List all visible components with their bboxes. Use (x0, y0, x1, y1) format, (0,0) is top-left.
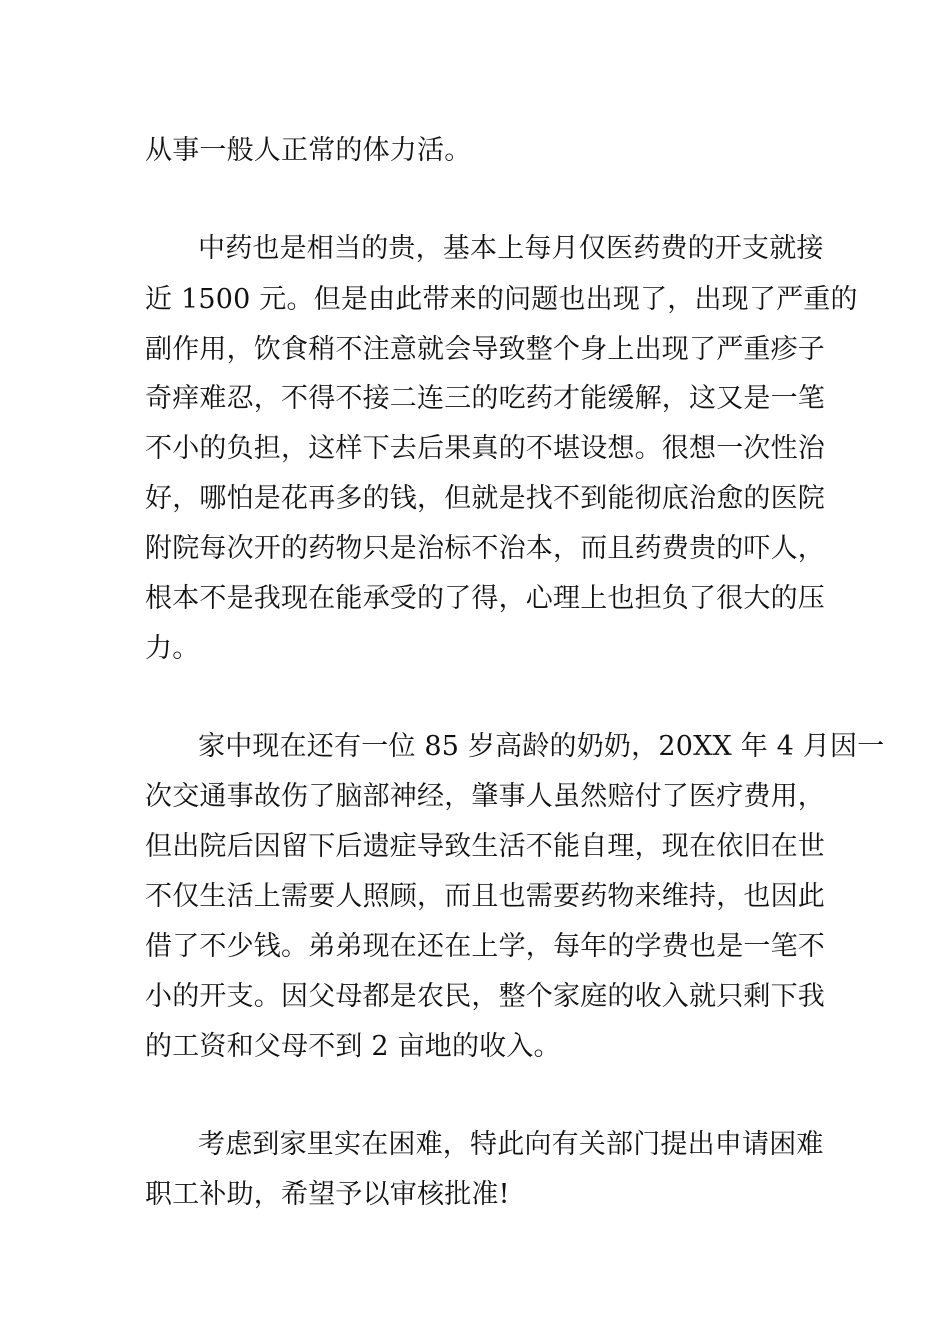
text-line: 副作用，饮食稍不注意就会导致整个身上出现了严重疹子 (145, 334, 825, 365)
text-line: 根本不是我现在能承受的了得，心理上也担负了很大的压 (145, 583, 825, 614)
text-line: 但出院后因留下后遗症导致生活不能自理，现在依旧在世 (145, 831, 825, 862)
text-line: 的工资和父母不到 2 亩地的收入。 (145, 1031, 561, 1062)
text-line: 考虑到家里实在困难，特此向有关部门提出申请困难 (198, 1129, 824, 1160)
text-line: 奇痒难忍，不得不接二连三的吃药才能缓解，这又是一笔 (145, 383, 825, 414)
text-line: 近 1500 元。但是由此带来的问题也出现了，出现了严重的 (145, 284, 858, 315)
text-line: 从事一般人正常的体力活。 (145, 135, 472, 166)
text-line: 次交通事故伤了脑部神经，肇事人虽然赔付了医疗费用， (145, 781, 825, 812)
text-line: 家中现在还有一位 85 岁高龄的奶奶，20XX 年 4 月因一 (198, 731, 885, 762)
text-line: 职工补助，希望予以审核批准! (145, 1179, 510, 1210)
text-line: 不仅生活上需要人照顾，而且也需要药物来维持，也因此 (145, 881, 825, 912)
text-line: 不小的负担，这样下去后果真的不堪设想。很想一次性治 (145, 433, 825, 464)
text-line: 中药也是相当的贵，基本上每月仅医药费的开支就接 (198, 233, 824, 264)
text-line: 附院每次开的药物只是治标不治本，而且药费贵的吓人， (145, 533, 825, 564)
text-line: 小的开支。因父母都是农民，整个家庭的收入就只剩下我 (145, 981, 825, 1012)
text-line: 力。 (145, 633, 200, 664)
text-line: 好，哪怕是花再多的钱，但就是找不到能彻底治愈的医院 (145, 483, 825, 514)
text-line: 借了不少钱。弟弟现在还在上学，每年的学费也是一笔不 (145, 931, 825, 962)
